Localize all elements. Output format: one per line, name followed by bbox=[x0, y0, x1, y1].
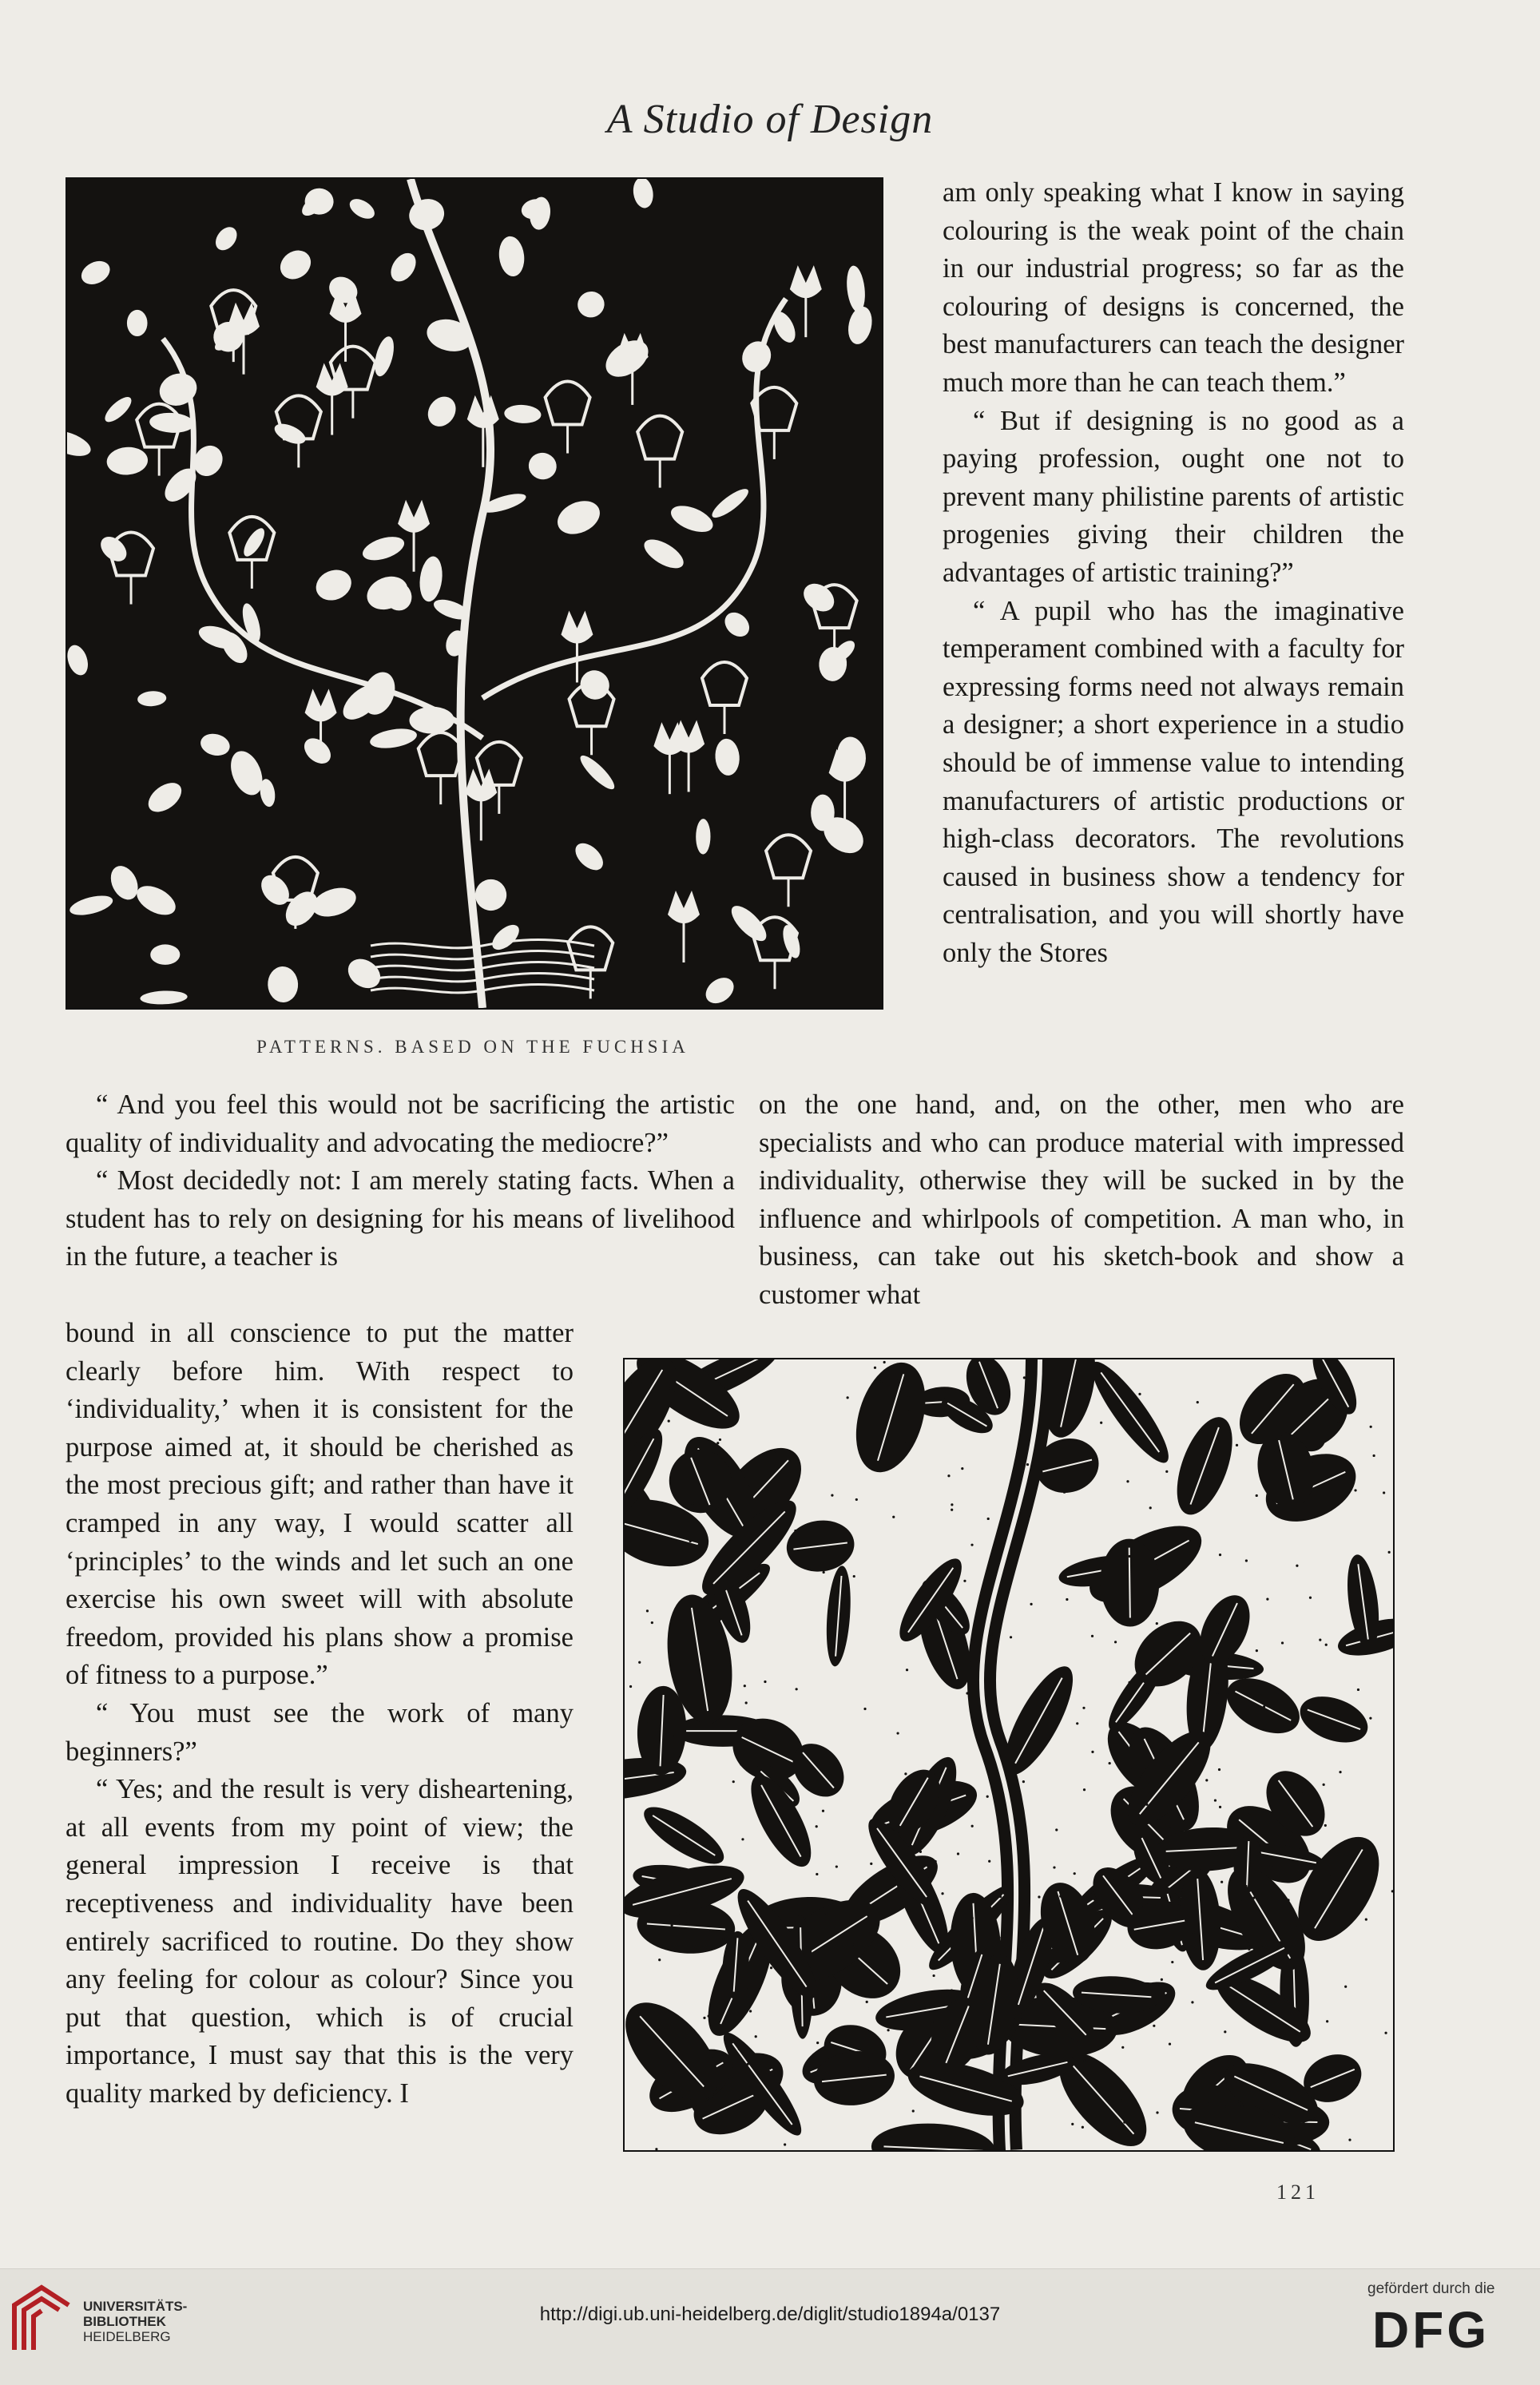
paragraph: on the one hand, and, on the other, men who are specialists and who can produce material with impressed individuality, otherwise they will be sucked in by the influence and whirlpools of competition. A man who, in business, can take out his sketch-book and show a customer what bbox=[759, 1086, 1404, 1315]
right-column-full bbox=[759, 1086, 1404, 1315]
footer-bar bbox=[0, 2268, 1540, 2385]
paragraph: “ You must see the work of many beginners?” bbox=[65, 1695, 574, 1771]
paragraph: “ A pupil who has the imaginative temperament combined with a faculty for expressing forms need not always remain a designer; a short experience in a studio should be of immense value to intending manufacturers of artistic productions or high-class decorators. The revolutions caused in business show a tendency for centralisation, and you will shortly have only the Stores bbox=[943, 593, 1404, 973]
funded-by-label: gefördert durch die bbox=[1367, 2280, 1495, 2298]
paragraph: bound in all conscience to put the matter clearly before him. With respect to ‘individuality,’ when it is consistent for the purpose aimed at, it should be cherished as the most precious gift; and rather than have it cramped in any way, I would scatter all ‘principles’ to the winds and let such an one exercise his own sweet will with absolute freedom, provided his plans show a promise of fitness to a purpose.” bbox=[65, 1315, 574, 1695]
dfg-logo: DFG bbox=[1372, 2300, 1490, 2359]
paragraph: am only speaking what I know in saying colouring is the weak point of the chain in our industrial progress; so far as the colouring of designs is concerned, the best manufacturers can teach the designer much more than he can teach them.” bbox=[943, 174, 1404, 403]
paragraph: “ Yes; and the result is very disheartening, at all events from my point of view; the general impression I receive is that receptiveness and individuality have been entirely sacrificed to routine. Do they show any feeling for colour as colour? Since you put that question, which is of crucial importance, I must say that this is the very quality marked by deficiency. I bbox=[65, 1771, 574, 2113]
right-column-top bbox=[943, 174, 1404, 972]
left-column-bottom bbox=[65, 1315, 574, 2113]
page-number: 121 bbox=[1276, 2181, 1320, 2204]
library-name: UNIVERSITÄTS- BIBLIOTHEK HEIDELBERG bbox=[83, 2299, 187, 2344]
paragraph: “ Most decidedly not: I am merely stating facts. When a student has to rely on designing for his means of livelihood in the future, a teacher is bbox=[65, 1162, 735, 1276]
fuchsia-pattern-plate bbox=[65, 177, 883, 1010]
source-url-link[interactable]: http://digi.ub.uni-heidelberg.de/diglit/studio1894a/0137 bbox=[0, 2304, 1540, 2326]
figure-caption: PATTERNS. BASED ON THE FUCHSIA bbox=[65, 1037, 880, 1058]
running-head: A Studio of Design bbox=[0, 96, 1540, 143]
left-column-full bbox=[65, 1086, 735, 1276]
paragraph: “ And you feel this would not be sacrificing the artistic quality of individuality and advocating the mediocre?” bbox=[65, 1086, 735, 1162]
paragraph: “ But if designing is no good as a paying profession, ought one not to prevent many philistine parents of artistic progenies giving their children the advantages of artistic training?” bbox=[943, 403, 1404, 593]
leaf-pattern-plate bbox=[623, 1358, 1395, 2152]
